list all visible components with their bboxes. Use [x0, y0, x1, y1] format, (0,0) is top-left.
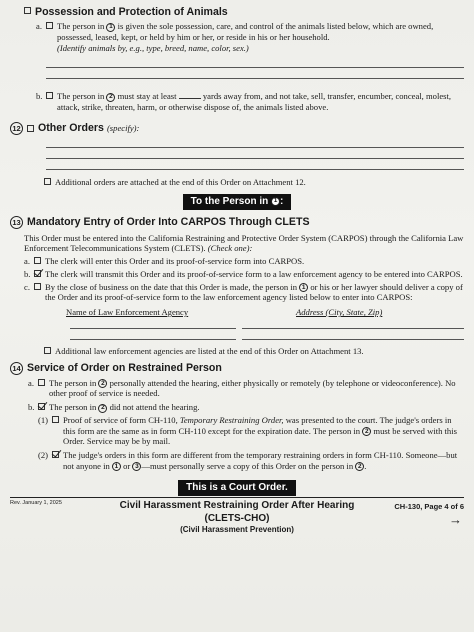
circle-2-icon: 2 — [355, 462, 364, 471]
section-11b: b. The person in 2 must stay at least yards away from, and not take, sell, transfer, encumber, conceal, molest, attack, strike, threaten, harm, or otherwise dispose of, the animals listed above. — [36, 91, 452, 113]
section-14b: b. The person in 2 did not attend the hearing. — [28, 402, 200, 413]
form-page-number: CH-130, Page 4 of 6 — [394, 502, 464, 512]
section-11a-checkbox[interactable] — [46, 22, 53, 29]
section-14b2: (2) The judge's orders in this form are different from the temporary restraining orders in form CH-110. Someone—but not anyone in 1 or 3 —must personally serve a copy of this Order on the person in 2 . — [38, 450, 458, 471]
section-14-header: 14 Service of Order on Restrained Person — [10, 362, 464, 375]
animals-line-2[interactable] — [46, 68, 464, 79]
section-11a: a. The person in 1 is given the sole possession, care, and control of the animals listed below, which are owned, possessed, leased, kept, or held by him or her, or reside in his or her household. (Identify animals by, e.g., type, breed, name, color, sex.) — [36, 21, 434, 53]
agency-name-line-2[interactable] — [70, 329, 236, 340]
section-13b-checkbox[interactable] — [34, 270, 41, 277]
circle-2-icon: 2 — [362, 427, 371, 436]
revision-date: Rev. January 1, 2025 — [10, 500, 62, 507]
next-page-arrow-icon: → — [449, 512, 462, 528]
section-13a: a. The clerk will enter this Order and its proof-of-service form into CARPOS. — [24, 256, 305, 267]
other-orders-line-3[interactable] — [46, 159, 464, 170]
circle-1-icon: 1 — [106, 23, 115, 32]
identify-animals-note: (Identify animals by, e.g., type, breed, name, color, sex.) — [57, 42, 249, 53]
circle-1-icon: 1 — [271, 197, 280, 206]
to-the-person-banner: To the Person in 1 : — [183, 194, 292, 211]
section-11b-checkbox[interactable] — [46, 92, 53, 99]
section-14b1: (1) Proof of service of form CH-110, Temporary Restraining Order, was presented to the court. The judge's orders in this form are the same as in form CH-110 except for the expiration date. The person in 2 must be served with this Order. Service may be by mail. — [38, 414, 457, 447]
section-12-checkbox[interactable] — [27, 125, 34, 132]
section-14a: a. The person in 2 personally attended the hearing, either physically or remotely (by telephone or videoconference). No other proof of service is needed. — [28, 377, 456, 399]
circle-2-icon: 2 — [98, 379, 107, 388]
agency-columns: Name of Law Enforcement Agency Address (City, State, Zip) — [66, 307, 383, 318]
attachment-12-checkbox[interactable] — [44, 178, 51, 185]
section-13-attachment: Additional law enforcement agencies are listed at the end of this Order on Attachment 13. — [44, 346, 464, 357]
section-13-intro: This Order must be entered into the California Restraining and Protective Order System (CARPOS) through the California Law Enforcement Telecommunications System (CLETS). (Check one): — [24, 232, 464, 254]
section-11-header — [24, 6, 464, 19]
agency-address-line-1[interactable] — [242, 318, 464, 329]
agency-address-line-2[interactable] — [242, 329, 464, 340]
yards-blank[interactable] — [179, 98, 201, 99]
section-14a-checkbox[interactable] — [38, 379, 45, 386]
section-13c-checkbox[interactable] — [34, 283, 41, 290]
section-12-attachment: Additional orders are attached at the end of this Order on Attachment 12. — [44, 177, 464, 188]
section-13a-checkbox[interactable] — [34, 257, 41, 264]
circle-1-icon: 1 — [299, 283, 308, 292]
other-orders-line-2[interactable] — [46, 148, 464, 159]
section-13c: c. By the close of business on the date that this Order is made, the person in 1 or his or her lawyer should deliver a copy of the Order and its proof-of-service form to the law enforcement agency listed below to enter into CARPOS: — [24, 281, 463, 303]
section-13b: b. The clerk will transmit this Order and its proof-of-service form to a law enforcement agency to be entered into CARPOS. — [24, 268, 463, 279]
section-11-heading: Possession and Protection of Animals — [35, 6, 228, 18]
circle-2-icon: 2 — [106, 93, 115, 102]
section-13-number: 13 — [10, 216, 23, 229]
form-code: (CLETS-CHO) — [204, 512, 270, 524]
court-order-banner: This is a Court Order. — [178, 480, 296, 497]
circle-3-icon: 3 — [132, 462, 141, 471]
animals-line-1[interactable] — [46, 57, 464, 68]
circle-2-icon: 2 — [98, 404, 107, 413]
form-title: Civil Harassment Restraining Order After Hearing — [119, 500, 355, 512]
page-footer — [10, 497, 464, 544]
section-12-number: 12 — [10, 122, 23, 135]
section-14b-checkbox[interactable] — [38, 403, 45, 410]
section-11-checkbox[interactable] — [24, 7, 31, 14]
section-14-number: 14 — [10, 362, 23, 375]
section-14b2-checkbox[interactable] — [52, 451, 59, 458]
other-orders-line-1[interactable] — [46, 137, 464, 148]
section-14b1-checkbox[interactable] — [52, 416, 59, 423]
section-12-header: 12 Other Orders (specify): — [10, 122, 464, 135]
circle-1-icon: 1 — [112, 462, 121, 471]
section-13-header: 13 Mandatory Entry of Order Into CARPOS Through CLETS — [10, 216, 464, 229]
form-subtitle: (Civil Harassment Prevention) — [180, 525, 294, 535]
attachment-13-checkbox[interactable] — [44, 347, 51, 354]
agency-name-line-1[interactable] — [70, 318, 236, 329]
